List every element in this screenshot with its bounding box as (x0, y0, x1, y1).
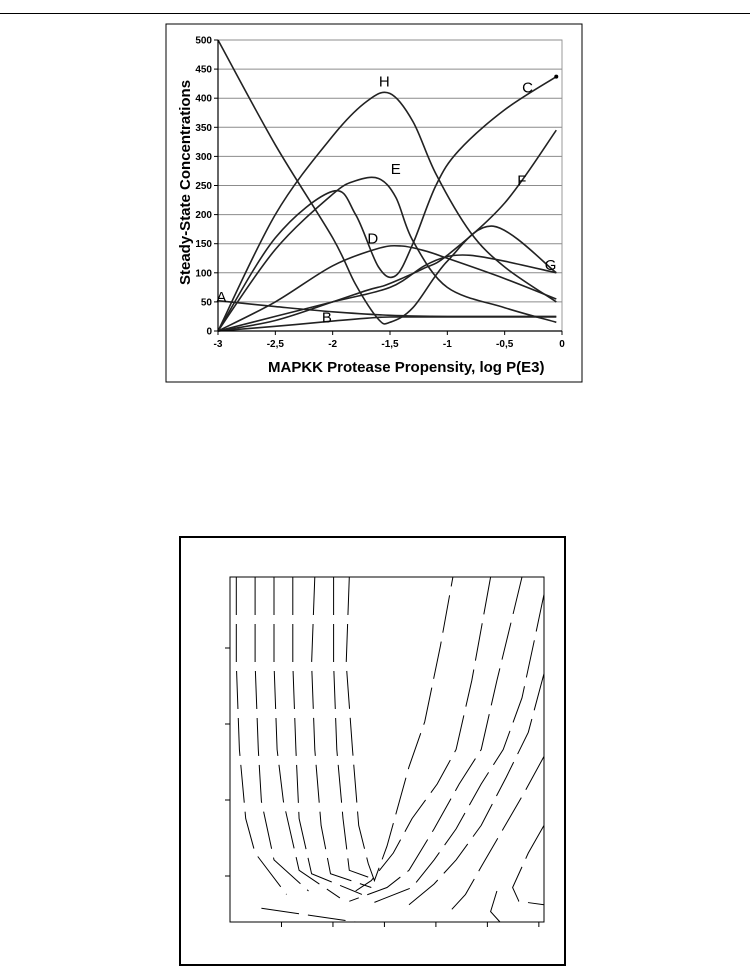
chart1-curve-label-f: F (517, 172, 527, 190)
chart1-x-tick-label: -3 (213, 339, 223, 350)
chart1-curve-label-d: D (367, 230, 379, 248)
chart1-x-tick-label: 0 (559, 339, 565, 350)
chart1-y-tick-label: 0 (206, 326, 212, 338)
chart1-curve-label-b: B (321, 309, 332, 327)
chart1-curve-label-c: C (522, 79, 534, 97)
chart1-x-tick-label: -0,5 (496, 339, 514, 350)
chart1-x-tick-label: -2,5 (266, 339, 284, 350)
chart1-y-tick-label: 400 (195, 93, 212, 105)
chart1-x-axis-title: MAPKK Protease Propensity, log P(E3) (268, 359, 545, 376)
chart1-y-tick-label: 200 (195, 210, 212, 222)
chart1-x-tick-label: -1,5 (381, 339, 399, 350)
chart1-y-tick-label: 100 (195, 268, 212, 280)
chart1-point-c-end (554, 75, 558, 79)
chart1-y-tick-label: 300 (195, 151, 212, 163)
chart1-y-tick-label: 150 (195, 239, 212, 251)
chart1-y-tick-label: 50 (200, 297, 212, 309)
chart1-y-tick-label: 500 (195, 35, 212, 47)
chart1-curve-label-e: E (390, 160, 401, 178)
chart2-outer-frame (180, 537, 565, 965)
chart1-y-tick-label: 250 (195, 181, 212, 192)
chart1-y-tick-label: 350 (195, 122, 212, 134)
chart1-curve-label-h: H (378, 73, 390, 91)
chart1-x-tick-label: -1 (442, 339, 452, 350)
chart1-y-axis-title: Steady-State Concentrations (177, 79, 194, 285)
chart1-y-tick-label: 450 (195, 64, 212, 76)
chart1-x-tick-label: -2 (328, 339, 338, 350)
chart1-curve-label-g: G (544, 256, 557, 274)
chart1-curve-label-a: A (216, 288, 227, 306)
